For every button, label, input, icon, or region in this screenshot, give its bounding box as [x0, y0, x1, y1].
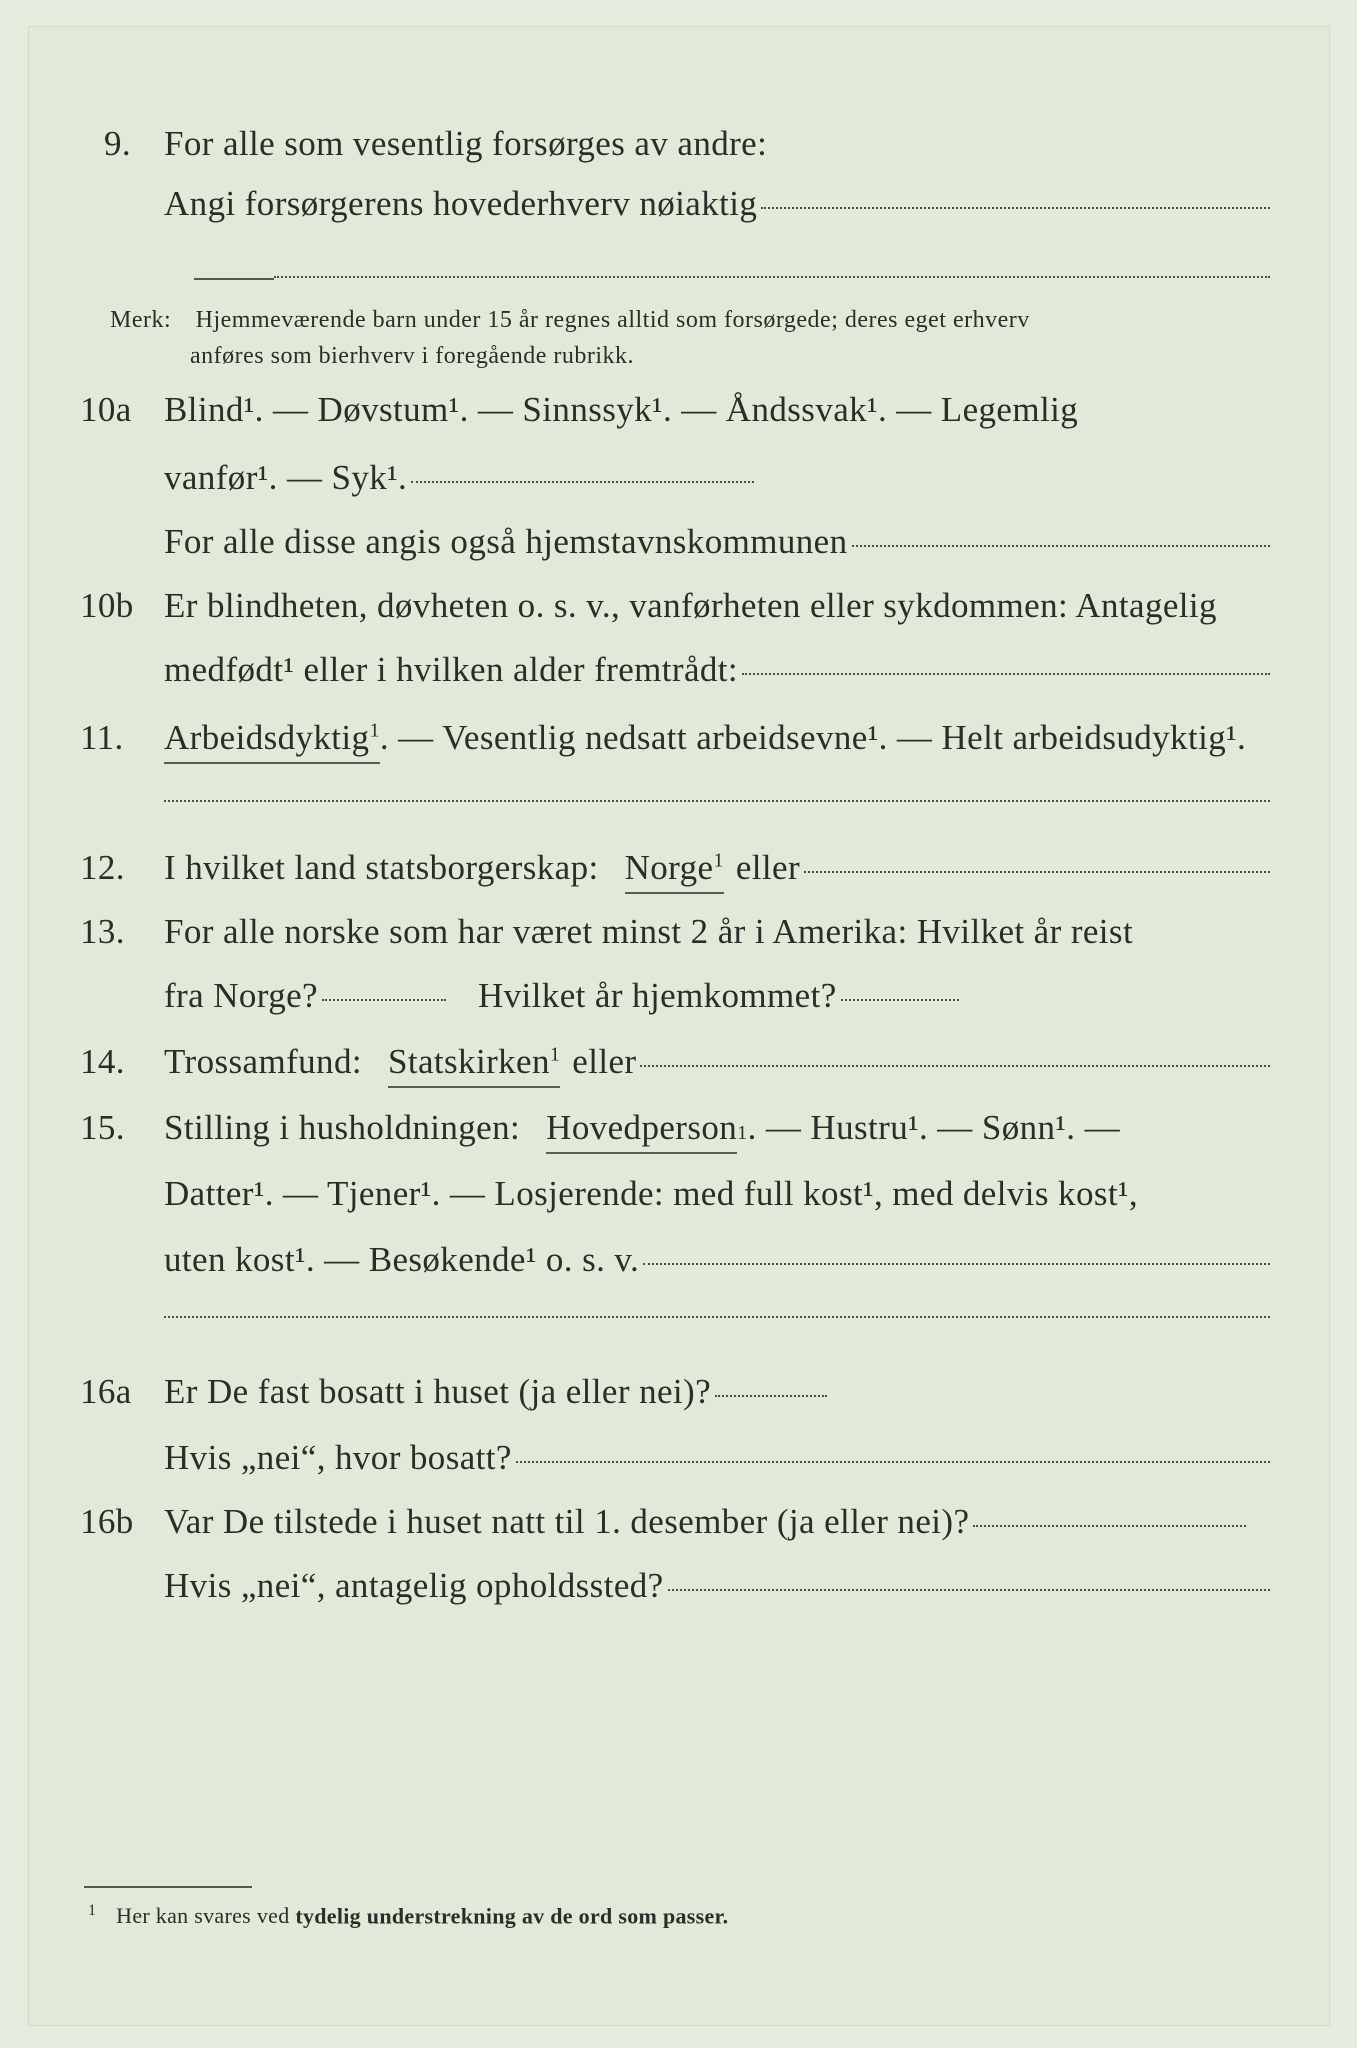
q14-eller: eller [572, 1042, 637, 1081]
merk-line-1 [110, 302, 1030, 338]
q11-number: 11. [80, 718, 124, 757]
q15-text-2: Datter¹. — Tjener¹. — Losjerende: med full kost¹, med delvis kost¹, [164, 1174, 1139, 1213]
q10a-text-3: For alle disse angis også hjemstavnskommunen [164, 522, 848, 561]
q16a-number: 16a [80, 1372, 132, 1411]
q12-other-field[interactable] [804, 871, 1270, 873]
q15-text-3: uten kost¹. — Besøkende¹ o. s. v. [164, 1240, 640, 1279]
footnote-text: Her kan svares ved [116, 1903, 290, 1929]
q13-hjemkommet-field[interactable] [841, 999, 959, 1001]
footnote-mark: 1 [88, 1902, 97, 1919]
q13-reist-field[interactable] [322, 999, 446, 1001]
q15-answer-field[interactable] [643, 1263, 1270, 1265]
q16b-answer-field[interactable] [973, 1525, 1246, 1527]
q11-answer-line[interactable] [164, 800, 1270, 802]
q14-other-field[interactable] [640, 1065, 1270, 1067]
q9-text-2: Angi forsørgerens hovederhverv nøiaktig [164, 184, 758, 223]
q16b-row-2 [164, 1564, 1270, 1608]
q12-question: I hvilket land statsborgerskap: [164, 848, 599, 887]
q9-answer-field[interactable] [761, 207, 1270, 209]
q14-footnote-mark: 1 [549, 1043, 561, 1066]
q9-answer-row [164, 182, 1270, 226]
q16a-bosatt-field[interactable] [516, 1461, 1270, 1463]
q14-answer-text: Statskirken [387, 1042, 550, 1081]
q12-answer-text: Norge [624, 848, 714, 887]
q13-reist-label: fra Norge? [164, 976, 318, 1015]
q16b-row-1 [164, 1500, 1246, 1544]
q14-answer-statskirken[interactable] [388, 1040, 560, 1088]
q11-footnote-mark: 1 [369, 719, 380, 742]
q9-number: 9. [104, 124, 132, 163]
q12-number: 12. [80, 848, 125, 887]
q15-row-3 [164, 1238, 1270, 1282]
q16b-number: 16b [80, 1502, 134, 1541]
q11-rest: . — Vesentlig nedsatt arbeidsevne¹. — Helt arbeidsudyktig¹. [379, 718, 1247, 757]
q10b-answer-field[interactable] [742, 673, 1270, 675]
q12-eller: eller [735, 848, 801, 887]
q12-footnote-mark: 1 [713, 849, 724, 872]
q15-question: Stilling i husholdningen: [164, 1108, 521, 1147]
merk-label: Merk: [110, 307, 172, 333]
q16b-text-1: Var De tilstede i huset natt til 1. desember (ja eller nei)? [164, 1502, 970, 1541]
q15-number: 15. [80, 1108, 125, 1147]
q13-number: 13. [80, 912, 125, 951]
q13-text-1: For alle norske som har været minst 2 år i Amerika: Hvilket år reist [164, 912, 1134, 951]
q13-hjemkommet-label: Hvilket år hjemkommet? [477, 976, 837, 1015]
q15-answer-text: Hovedperson [546, 1108, 738, 1147]
q15-answer-hovedperson[interactable] [546, 1106, 737, 1154]
q16a-answer-field[interactable] [715, 1395, 827, 1397]
q16a-text-2: Hvis „nei“, hvor bosatt? [164, 1438, 512, 1477]
merk-text-2: anføres som bierhverv i foregående rubrikk. [190, 343, 635, 369]
q16b-text-2: Hvis „nei“, antagelig opholdssted? [164, 1566, 664, 1605]
q12-row [164, 846, 1270, 894]
q10a-number: 10a [80, 390, 132, 429]
q11-option-arbeidsdyktig[interactable] [164, 716, 380, 764]
q10a-row-3 [164, 520, 1270, 564]
q12-answer-norge[interactable] [625, 846, 724, 894]
merk-text-1: Hjemmeværende barn under 15 år regnes alltid som forsørgede; deres eget erhverv [195, 307, 1030, 333]
q15-answer-line[interactable] [164, 1316, 1270, 1318]
q16a-row-2 [164, 1436, 1270, 1480]
q10a-answer-field[interactable] [411, 481, 754, 483]
q10a-text-2: vanfør¹. — Syk¹. [164, 458, 408, 497]
q16a-text-1: Er De fast bosatt i huset (ja eller nei)? [164, 1372, 712, 1411]
q9-text-1: For alle som vesentlig forsørges av andre: [164, 124, 768, 163]
q10b-text-1: Er blindheten, døvheten o. s. v., vanførheten eller sykdommen: Antagelig [164, 586, 1217, 625]
q15-row-1: Stilling i husholdningen: Hovedperson 1 . — Hustru¹. — Sønn¹. — [164, 1106, 1120, 1154]
q14-question: Trossamfund: [164, 1042, 362, 1081]
footnote-rule [84, 1886, 252, 1888]
q11-option-text: Arbeidsdyktig [164, 718, 370, 757]
q9-answer-line-2[interactable] [274, 276, 1270, 278]
q16b-opholdssted-field[interactable] [668, 1589, 1270, 1591]
q14-row [164, 1040, 1270, 1088]
q14-number: 14. [80, 1042, 125, 1081]
q10b-text-2: medfødt¹ eller i hvilken alder fremtrådt: [164, 650, 739, 689]
q10b-number: 10b [80, 586, 134, 625]
q10a-text-1: Blind¹. — Døvstum¹. — Sinnssyk¹. — Åndssvak¹. — Legemlig [164, 390, 1079, 429]
q10a-row-2 [164, 456, 754, 500]
q11-row [164, 716, 1246, 764]
q10a-kommune-field[interactable] [852, 545, 1271, 547]
q16a-row-1 [164, 1370, 833, 1414]
footnote [88, 1902, 728, 1929]
q10b-row-2 [164, 648, 1270, 692]
census-form-sheet [28, 26, 1330, 2026]
q15-rest-1: . — Hustru¹. — Sønn¹. — [747, 1108, 1121, 1147]
q9-rule-solid [194, 278, 274, 280]
q13-row-2 [164, 974, 965, 1018]
footnote-bold-text: tydelig understrekning av de ord som passer. [295, 1903, 729, 1929]
